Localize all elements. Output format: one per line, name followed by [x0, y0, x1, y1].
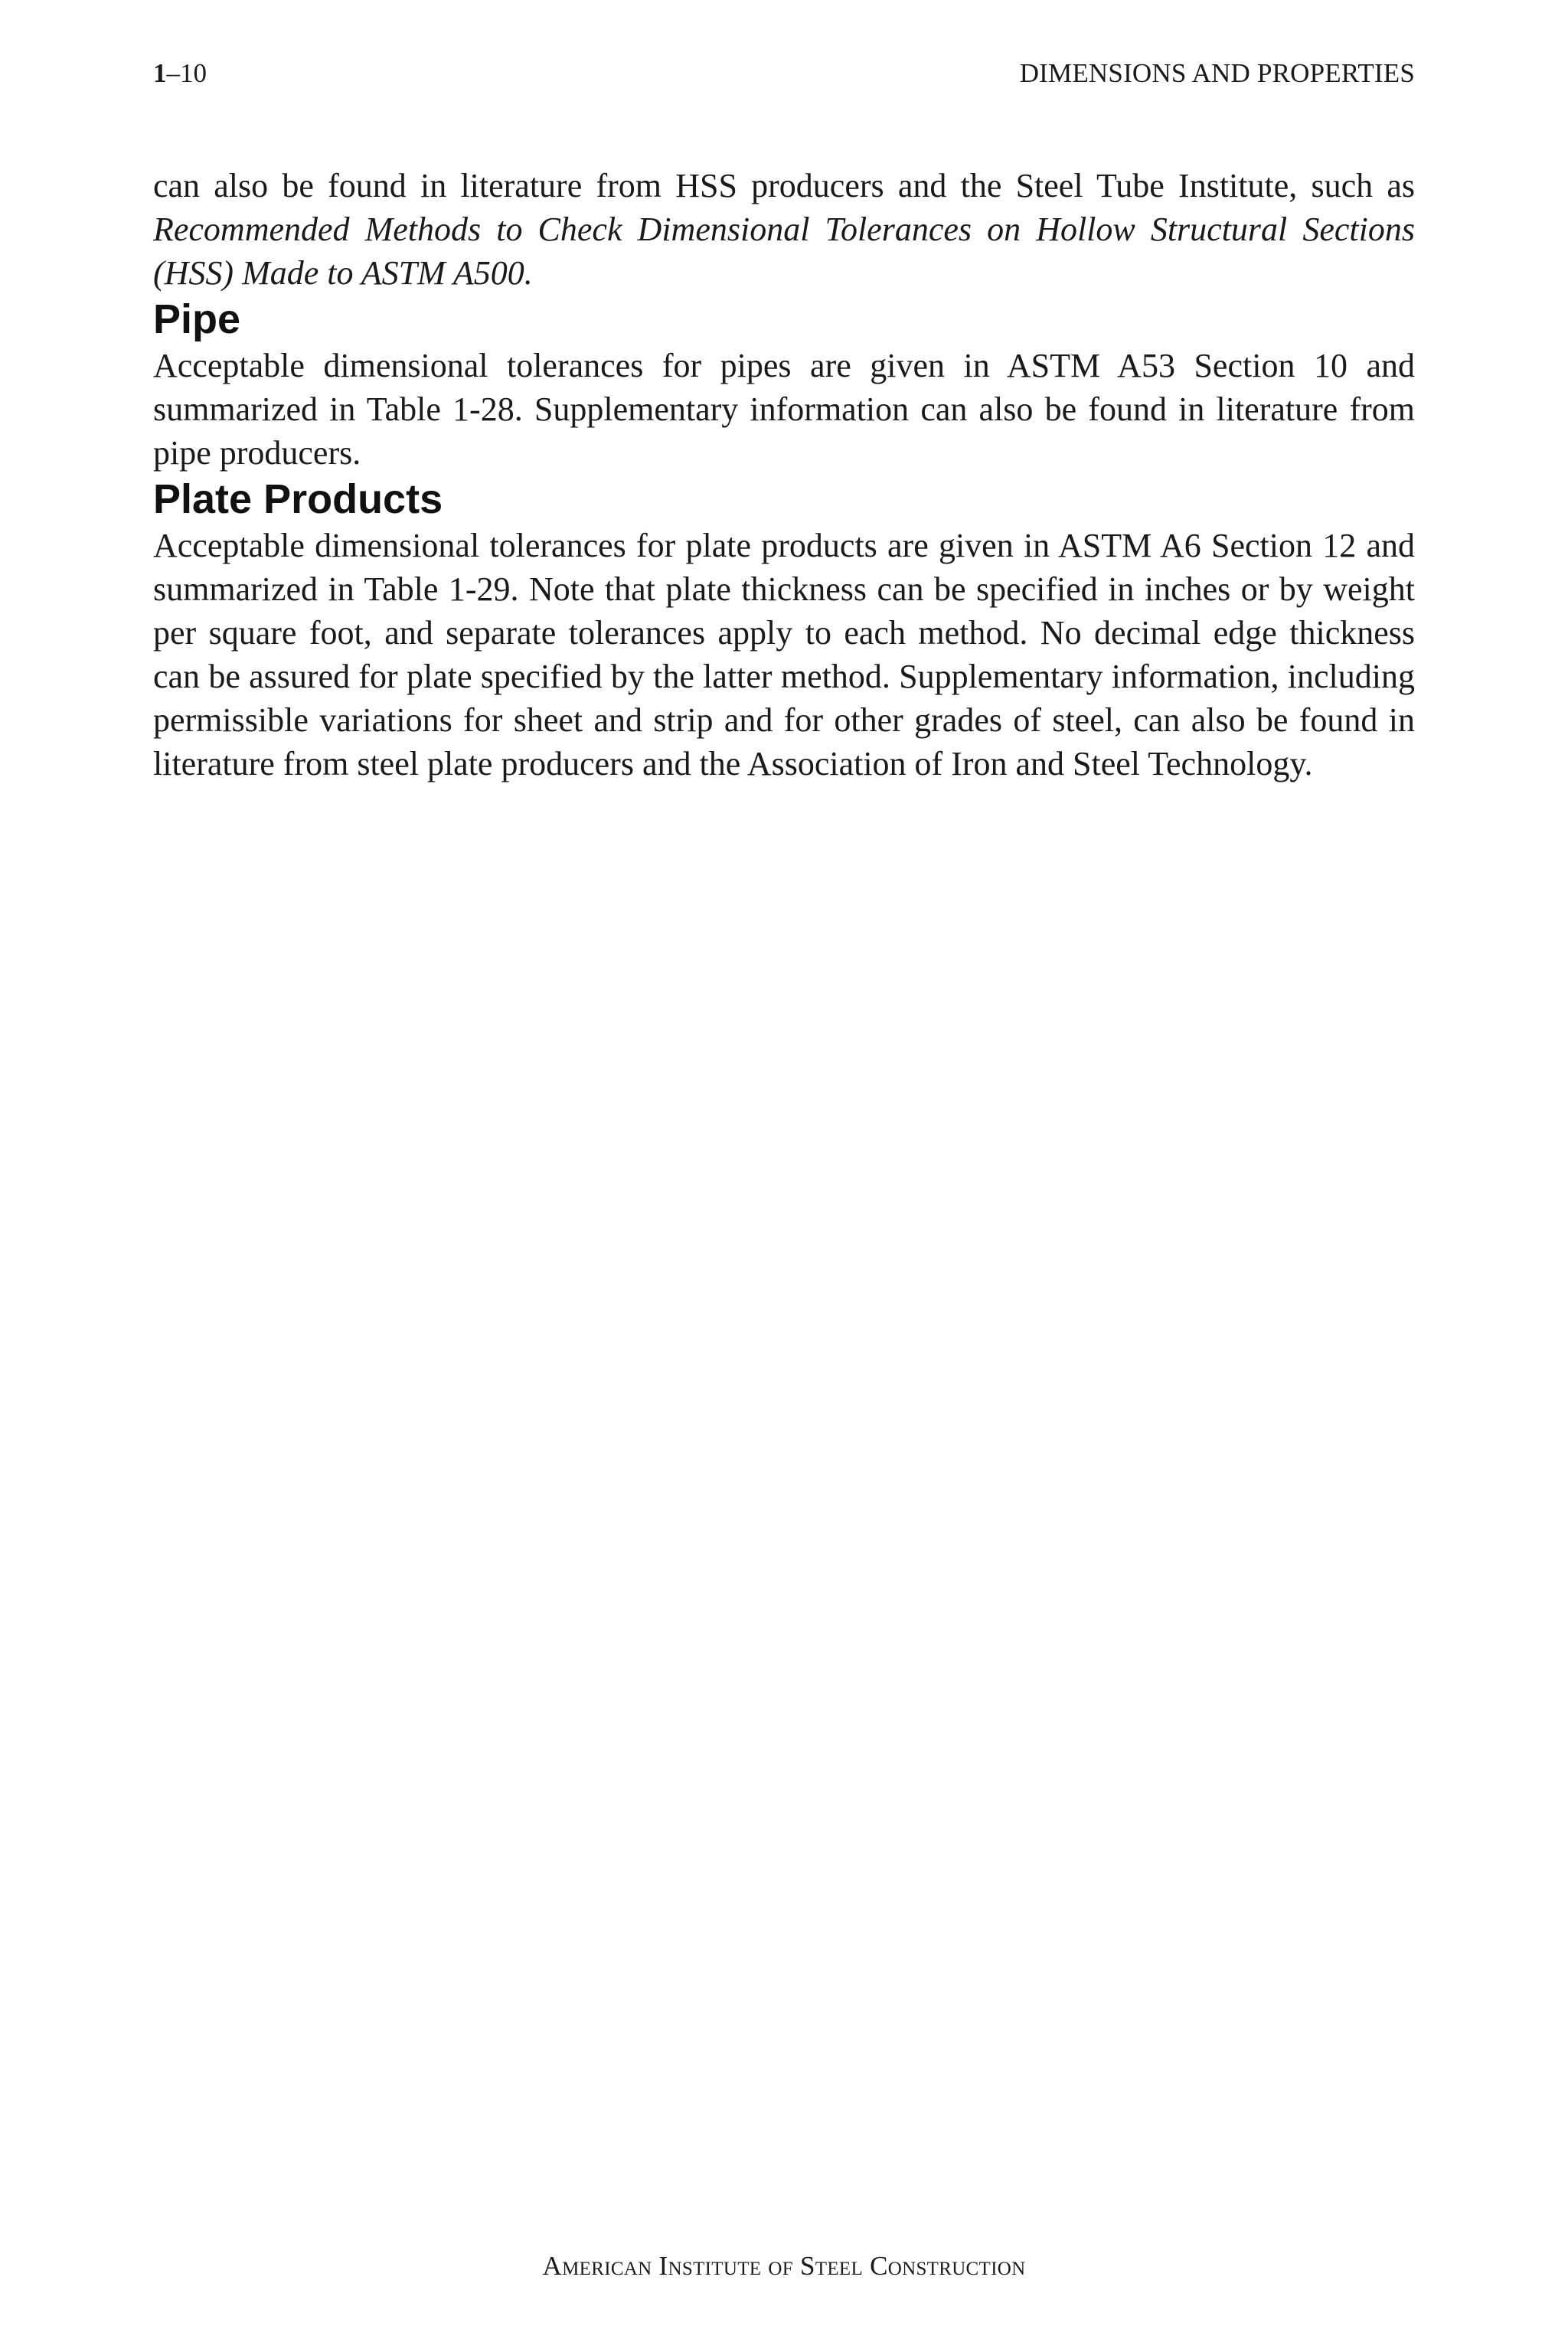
page-number	[153, 58, 207, 89]
page-footer: American Institute of Steel Construction	[542, 2251, 1026, 2281]
page-content	[153, 164, 1415, 786]
intro-paragraph	[153, 164, 1415, 295]
section-heading-plate-products: Plate Products	[153, 476, 443, 522]
page-number-chapter: 1	[153, 58, 167, 88]
page-number-rest: –10	[166, 58, 207, 88]
page-header	[153, 58, 1415, 96]
running-head: DIMENSIONS AND PROPERTIES	[1019, 58, 1415, 88]
intro-citation: Recommended Methods to Check Dimensional Tolerances on Hollow Structural Sections (HSS) Made to ASTM A500.	[153, 211, 1415, 292]
section-body-pipe: Acceptable dimensional tolerances for pipes are given in ASTM A53 Section 10 and summarized in Table 1-28. Supplementary information can also be found in literature from pipe producers.	[153, 347, 1415, 472]
section-heading-pipe: Pipe	[153, 296, 241, 342]
section-body-plate-products: Acceptable dimensional tolerances for plate products are given in ASTM A6 Section 12 and summarized in Table 1-29. Note that plate thickness can be specified in inches or by weight per square foot, and separate tolerances apply to each method. No decimal edge thickness can be assured for plate specified by the latter method. Supplementary information, including permissible variations for sheet and strip and for other grades of steel, can also be found in literature from steel plate producers and the Association of Iron and Steel Technology.	[153, 527, 1415, 782]
intro-text: can also be found in literature from HSS producers and the Steel Tube Institute, such as	[153, 167, 1415, 204]
